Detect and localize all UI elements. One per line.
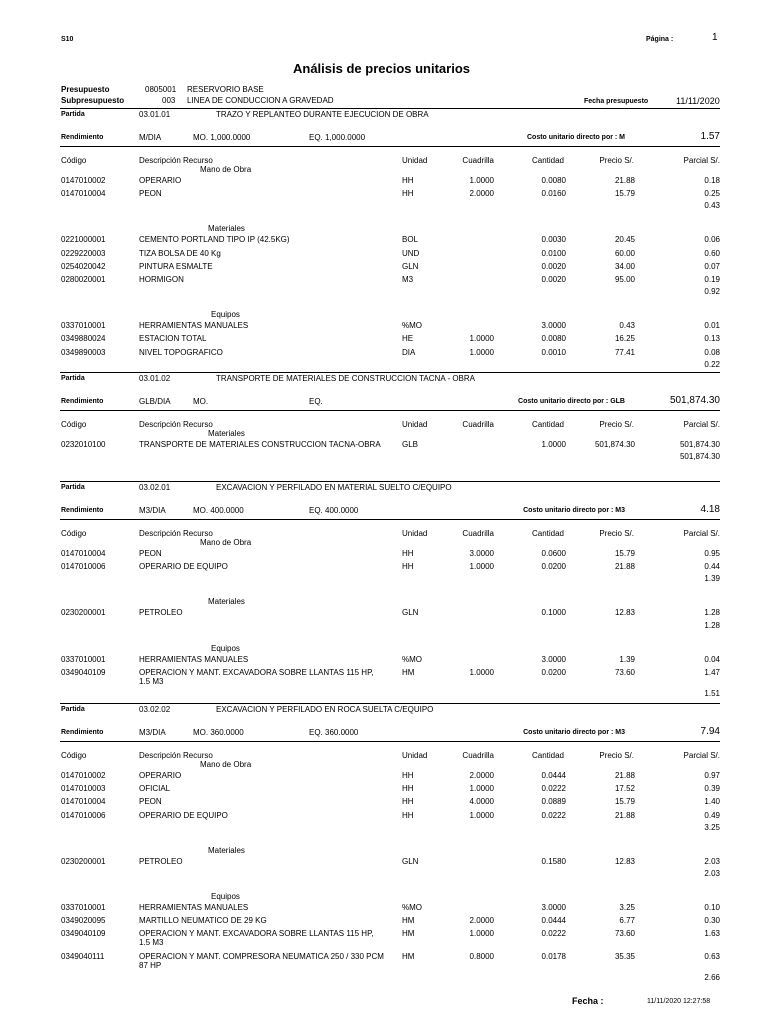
col-header-precio: Precio S/. bbox=[599, 529, 634, 538]
resource-cantidad: 0.0030 bbox=[541, 235, 566, 245]
col-header-descripcion: Descripción Recurso bbox=[139, 751, 213, 760]
resource-unit: M3 bbox=[402, 275, 414, 284]
resource-description-cont: 1.5 M3 bbox=[139, 676, 164, 686]
section-divider bbox=[60, 108, 720, 109]
resource-cantidad: 0.0100 bbox=[541, 248, 566, 258]
resource-cantidad: 0.0020 bbox=[541, 275, 566, 284]
resource-precio: 15.79 bbox=[614, 189, 635, 199]
col-header-cantidad: Cantidad bbox=[531, 529, 564, 538]
resource-description: PEON bbox=[139, 549, 162, 558]
resource-code: 0147010002 bbox=[61, 176, 106, 185]
col-header-parcial: Parcial S/. bbox=[683, 156, 720, 165]
resource-cuadrilla: 3.0000 bbox=[469, 549, 494, 558]
section-divider bbox=[60, 372, 720, 373]
resource-cantidad: 3.0000 bbox=[541, 903, 566, 912]
group-subtotal: 501,874.30 bbox=[679, 452, 720, 462]
resource-precio: 95.00 bbox=[614, 275, 635, 284]
section-divider bbox=[60, 481, 720, 482]
resource-parcial: 0.60 bbox=[704, 248, 720, 258]
group-subtotal: 1.39 bbox=[704, 574, 720, 584]
resource-parcial: 0.08 bbox=[704, 347, 720, 357]
resource-unit: HH bbox=[402, 549, 414, 558]
group-subtotal: 1.51 bbox=[704, 689, 720, 698]
resource-cuadrilla: 2.0000 bbox=[469, 189, 494, 199]
resource-cantidad: 1.0000 bbox=[541, 440, 566, 449]
resource-parcial: 0.04 bbox=[704, 654, 720, 664]
col-header-parcial: Parcial S/. bbox=[683, 529, 720, 538]
rendimiento-mo: MO. 360.0000 bbox=[193, 728, 244, 737]
rendimiento-label: Rendimiento bbox=[61, 507, 104, 514]
resource-unit: HH bbox=[402, 771, 414, 780]
resource-description-cont: 1.5 M3 bbox=[139, 938, 164, 948]
col-header-codigo: Código bbox=[61, 420, 87, 429]
resource-description: OPERACION Y MANT. EXCAVADORA SOBRE LLANTAS 115 HP, bbox=[139, 929, 374, 939]
rendimiento-divider bbox=[60, 146, 720, 147]
col-header-codigo: Código bbox=[61, 751, 87, 760]
resource-description: OFICIAL bbox=[139, 784, 171, 794]
col-header-unidad: Unidad bbox=[402, 420, 428, 429]
resource-precio: 12.83 bbox=[614, 608, 635, 618]
resource-code: 0230200001 bbox=[61, 856, 106, 866]
resource-code: 0349040109 bbox=[61, 929, 106, 939]
resource-cantidad: 0.0600 bbox=[541, 549, 566, 558]
rendimiento-unit: M3/DIA bbox=[139, 728, 166, 737]
resource-description: OPERARIO bbox=[139, 771, 182, 780]
resource-cuadrilla: 1.0000 bbox=[469, 784, 494, 794]
resource-group-title: Equipos bbox=[211, 892, 240, 901]
resource-code: 0349880024 bbox=[61, 334, 106, 344]
resource-code: 0349890003 bbox=[61, 347, 106, 357]
resource-code: 0337010001 bbox=[61, 654, 106, 664]
col-header-parcial: Parcial S/. bbox=[683, 751, 720, 760]
resource-cuadrilla: 2.0000 bbox=[469, 771, 494, 780]
resource-group-title: Equipos bbox=[211, 643, 240, 653]
col-header-cuadrilla: Cuadrilla bbox=[462, 420, 494, 429]
subpresupuesto-code: 003 bbox=[162, 96, 176, 105]
resource-cantidad: 0.1000 bbox=[541, 608, 566, 618]
resource-group-title: Mano de Obra bbox=[200, 165, 252, 174]
resource-description: PEON bbox=[139, 797, 162, 807]
rendimiento-mo: MO. 400.0000 bbox=[193, 506, 244, 515]
resource-parcial: 1.28 bbox=[704, 608, 720, 618]
resource-precio: 3.25 bbox=[619, 903, 635, 912]
col-header-cantidad: Cantidad bbox=[531, 751, 564, 760]
resource-unit: GLN bbox=[402, 608, 419, 618]
resource-cuadrilla: 1.0000 bbox=[469, 347, 494, 357]
resource-code: 0337010001 bbox=[61, 321, 106, 331]
resource-description: OPERACION Y MANT. COMPRESORA NEUMATICA 250 / 330 PCM bbox=[139, 951, 384, 961]
resource-parcial: 0.63 bbox=[704, 951, 720, 961]
resource-description: OPERARIO bbox=[139, 176, 182, 185]
resource-unit: %MO bbox=[402, 903, 422, 912]
costo-unitario-label: Costo unitario directo por : M3 bbox=[523, 507, 625, 514]
resource-precio: 60.00 bbox=[614, 248, 635, 258]
resource-parcial: 0.30 bbox=[704, 916, 720, 926]
rendimiento-divider bbox=[60, 519, 720, 520]
resource-parcial: 0.25 bbox=[704, 189, 720, 199]
resource-cuadrilla: 1.0000 bbox=[469, 562, 494, 572]
resource-unit: HH bbox=[402, 562, 414, 572]
partida-label: Partida bbox=[61, 706, 85, 713]
resource-cantidad: 0.0010 bbox=[541, 347, 566, 357]
resource-cuadrilla: 4.0000 bbox=[469, 797, 494, 807]
partida-code: 03.02.02 bbox=[139, 705, 171, 714]
group-subtotal: 0.43 bbox=[704, 201, 720, 211]
resource-unit: GLN bbox=[402, 261, 419, 271]
costo-unitario-value: 501,874.30 bbox=[669, 395, 720, 406]
resource-cuadrilla: 2.0000 bbox=[469, 916, 494, 926]
resource-code: 0221000001 bbox=[61, 235, 106, 245]
resource-description: TIZA BOLSA DE 40 Kg bbox=[139, 248, 221, 258]
group-subtotal: 2.03 bbox=[704, 869, 720, 878]
resource-precio: 16.25 bbox=[614, 334, 635, 344]
resource-parcial: 0.13 bbox=[704, 334, 720, 344]
col-header-precio: Precio S/. bbox=[599, 156, 634, 165]
resource-cantidad: 3.0000 bbox=[541, 654, 566, 664]
resource-cuadrilla: 1.0000 bbox=[469, 176, 494, 185]
resource-code: 0147010002 bbox=[61, 771, 106, 780]
col-header-cantidad: Cantidad bbox=[531, 156, 564, 165]
rendimiento-label: Rendimiento bbox=[61, 134, 104, 141]
resource-description: MARTILLO NEUMATICO DE 29 KG bbox=[139, 916, 267, 926]
presupuesto-code: 0805001 bbox=[145, 85, 177, 94]
col-header-unidad: Unidad bbox=[402, 751, 428, 760]
section-divider bbox=[60, 703, 720, 704]
partida-code: 03.01.01 bbox=[139, 110, 171, 119]
partida-label: Partida bbox=[61, 484, 85, 491]
rendimiento-eq: EQ. 360.0000 bbox=[309, 728, 359, 737]
resource-description: CEMENTO PORTLAND TIPO IP (42.5KG) bbox=[139, 235, 290, 245]
partida-name: TRAZO Y REPLANTEO DURANTE EJECUCION DE OBRA bbox=[216, 110, 429, 119]
costo-unitario-label: Costo unitario directo por : M3 bbox=[523, 729, 625, 736]
resource-parcial: 1.47 bbox=[704, 667, 720, 677]
fecha-presupuesto: 11/11/2020 bbox=[676, 96, 720, 106]
resource-unit: HH bbox=[402, 784, 414, 794]
resource-description: PINTURA ESMALTE bbox=[139, 261, 213, 271]
resource-parcial: 0.18 bbox=[704, 176, 720, 185]
resource-unit: HM bbox=[402, 667, 415, 677]
resource-precio: 21.88 bbox=[614, 176, 635, 185]
resource-group-title: Mano de Obra bbox=[200, 760, 252, 769]
resource-group-title: Materiales bbox=[208, 845, 245, 855]
resource-precio: 15.79 bbox=[614, 549, 635, 558]
col-header-unidad: Unidad bbox=[402, 529, 428, 538]
resource-unit: GLN bbox=[402, 856, 419, 866]
resource-cantidad: 0.0080 bbox=[541, 176, 566, 185]
resource-group-title: Materiales bbox=[208, 597, 245, 607]
partida-label: Partida bbox=[61, 111, 85, 118]
group-subtotal: 2.66 bbox=[704, 972, 720, 982]
resource-precio: 73.60 bbox=[614, 929, 635, 939]
resource-cantidad: 0.0444 bbox=[541, 916, 566, 926]
resource-cantidad: 0.0020 bbox=[541, 261, 566, 271]
costo-unitario-value: 4.18 bbox=[700, 504, 720, 515]
resource-code: 0349040111 bbox=[61, 951, 105, 961]
resource-group-title: Materiales bbox=[208, 224, 245, 234]
resource-parcial: 0.44 bbox=[704, 562, 720, 572]
resource-description: HERRAMIENTAS MANUALES bbox=[139, 654, 249, 664]
resource-code: 0349020095 bbox=[61, 916, 106, 926]
resource-description-cont: 87 HP bbox=[139, 960, 162, 970]
resource-description: HORMIGON bbox=[139, 275, 184, 284]
resource-parcial: 1.63 bbox=[704, 929, 720, 939]
resource-precio: 17.52 bbox=[614, 784, 635, 794]
partida-code: 03.01.02 bbox=[139, 374, 171, 383]
resource-precio: 6.77 bbox=[619, 916, 635, 926]
resource-cuadrilla: 0.8000 bbox=[469, 951, 494, 961]
costo-unitario-label: Costo unitario directo por : M bbox=[527, 134, 625, 141]
col-header-cuadrilla: Cuadrilla bbox=[462, 156, 494, 165]
resource-unit: DIA bbox=[402, 347, 416, 357]
resource-code: 0147010004 bbox=[61, 797, 106, 807]
page-label: Página : bbox=[646, 36, 674, 43]
col-header-cuadrilla: Cuadrilla bbox=[462, 529, 494, 538]
resource-parcial: 0.01 bbox=[704, 321, 720, 331]
resource-precio: 1.39 bbox=[619, 654, 635, 664]
resource-cantidad: 0.1580 bbox=[541, 856, 566, 866]
col-header-cantidad: Cantidad bbox=[531, 420, 564, 429]
partida-name: EXCAVACION Y PERFILADO EN MATERIAL SUELTO C/EQUIPO bbox=[216, 483, 452, 492]
rendimiento-unit: M3/DIA bbox=[139, 506, 166, 515]
resource-description: HERRAMIENTAS MANUALES bbox=[139, 321, 249, 331]
costo-unitario-value: 7.94 bbox=[700, 726, 720, 737]
resource-precio: 35.35 bbox=[614, 951, 635, 961]
partida-label: Partida bbox=[61, 375, 85, 382]
rendimiento-eq: EQ. 1,000.0000 bbox=[309, 133, 366, 142]
resource-cantidad: 0.0222 bbox=[541, 810, 566, 820]
page-title: Análisis de precios unitarios bbox=[293, 61, 470, 76]
resource-code: 0147010004 bbox=[61, 189, 106, 199]
resource-code: 0254020042 bbox=[61, 261, 106, 271]
resource-description: OPERARIO DE EQUIPO bbox=[139, 810, 228, 820]
resource-unit: %MO bbox=[402, 321, 422, 331]
footer-fecha: 11/11/2020 12:27:58 bbox=[647, 998, 711, 1005]
resource-parcial: 0.19 bbox=[704, 275, 720, 284]
resource-unit: %MO bbox=[402, 654, 422, 664]
resource-unit: HM bbox=[402, 951, 415, 961]
resource-unit: HH bbox=[402, 797, 414, 807]
resource-parcial: 0.06 bbox=[704, 235, 720, 245]
resource-code: 0337010001 bbox=[61, 903, 106, 912]
resource-unit: HH bbox=[402, 810, 414, 820]
rendimiento-unit: M/DIA bbox=[139, 133, 162, 142]
resource-unit: UND bbox=[402, 248, 420, 258]
resource-group-title: Equipos bbox=[211, 310, 240, 320]
rendimiento-divider bbox=[60, 741, 720, 742]
group-subtotal: 0.92 bbox=[704, 287, 720, 297]
resource-cuadrilla: 1.0000 bbox=[469, 810, 494, 820]
resource-parcial: 2.03 bbox=[704, 856, 720, 866]
rendimiento-label: Rendimiento bbox=[61, 729, 104, 736]
resource-unit: BOL bbox=[402, 235, 419, 245]
resource-cuadrilla: 1.0000 bbox=[469, 929, 494, 939]
resource-unit: HE bbox=[402, 334, 414, 344]
subpresupuesto-label: Subpresupuesto bbox=[61, 96, 125, 105]
col-header-descripcion: Descripción Recurso bbox=[139, 529, 213, 538]
resource-description: PEON bbox=[139, 189, 162, 199]
group-subtotal: 3.25 bbox=[704, 822, 720, 832]
resource-parcial: 0.95 bbox=[704, 549, 720, 558]
resource-description: HERRAMIENTAS MANUALES bbox=[139, 903, 249, 912]
resource-code: 0230200001 bbox=[61, 608, 106, 618]
fecha-presupuesto-label: Fecha presupuesto bbox=[584, 98, 649, 105]
resource-code: 0232010100 bbox=[61, 440, 106, 449]
resource-description: PETROLEO bbox=[139, 608, 183, 618]
resource-cantidad: 0.0200 bbox=[541, 667, 566, 677]
resource-description: ESTACION TOTAL bbox=[139, 334, 207, 344]
resource-unit: HH bbox=[402, 176, 414, 185]
resource-code: 0147010006 bbox=[61, 562, 106, 572]
resource-cantidad: 0.0178 bbox=[541, 951, 566, 961]
resource-parcial: 0.39 bbox=[704, 784, 720, 794]
group-subtotal: 1.28 bbox=[704, 620, 720, 630]
col-header-cuadrilla: Cuadrilla bbox=[462, 751, 494, 760]
resource-precio: 34.00 bbox=[614, 261, 635, 271]
page-number: 1 bbox=[712, 32, 718, 43]
resource-code: 0349040109 bbox=[61, 667, 106, 677]
resource-cantidad: 0.0889 bbox=[541, 797, 566, 807]
resource-code: 0147010003 bbox=[61, 784, 106, 794]
resource-description: TRANSPORTE DE MATERIALES CONSTRUCCION TACNA-OBRA bbox=[139, 440, 381, 449]
resource-unit: HM bbox=[402, 929, 415, 939]
resource-precio: 21.88 bbox=[614, 810, 635, 820]
footer-fecha-label: Fecha : bbox=[572, 996, 604, 1006]
resource-group-title: Mano de Obra bbox=[200, 538, 252, 547]
resource-cuadrilla: 1.0000 bbox=[469, 334, 494, 344]
col-header-precio: Precio S/. bbox=[599, 420, 634, 429]
costo-unitario-label: Costo unitario directo por : GLB bbox=[518, 398, 625, 405]
resource-parcial: 0.97 bbox=[704, 771, 720, 780]
resource-code: 0147010006 bbox=[61, 810, 106, 820]
rendimiento-eq: EQ. 400.0000 bbox=[309, 506, 359, 515]
system-code: S10 bbox=[61, 36, 74, 43]
rendimiento-eq: EQ. bbox=[309, 397, 323, 406]
presupuesto-label: Presupuesto bbox=[61, 85, 110, 94]
resource-description: OPERACION Y MANT. EXCAVADORA SOBRE LLANTAS 115 HP, bbox=[139, 667, 374, 677]
col-header-unidad: Unidad bbox=[402, 156, 428, 165]
resource-cantidad: 0.0222 bbox=[541, 929, 566, 939]
rendimiento-mo: MO. bbox=[193, 397, 209, 406]
partida-name: TRANSPORTE DE MATERIALES DE CONSTRUCCION TACNA - OBRA bbox=[216, 374, 475, 383]
resource-unit: HM bbox=[402, 916, 415, 926]
resource-cantidad: 0.0222 bbox=[541, 784, 566, 794]
rendimiento-unit: GLB/DIA bbox=[139, 397, 171, 406]
col-header-descripcion: Descripción Recurso bbox=[139, 156, 213, 165]
resource-precio: 73.60 bbox=[614, 667, 635, 677]
resource-description: OPERARIO DE EQUIPO bbox=[139, 562, 228, 572]
resource-code: 0280020001 bbox=[61, 275, 106, 284]
resource-group-title: Materiales bbox=[208, 429, 245, 438]
resource-parcial: 0.07 bbox=[704, 261, 720, 271]
resource-precio: 501,874.30 bbox=[594, 440, 635, 449]
col-header-codigo: Código bbox=[61, 529, 87, 538]
resource-precio: 12.83 bbox=[614, 856, 635, 866]
resource-parcial: 1.40 bbox=[704, 797, 720, 807]
costo-unitario-value: 1.57 bbox=[700, 131, 720, 142]
col-header-descripcion: Descripción Recurso bbox=[139, 420, 213, 429]
partida-code: 03.02.01 bbox=[139, 483, 171, 492]
rendimiento-mo: MO. 1,000.0000 bbox=[193, 133, 251, 142]
partida-name: EXCAVACION Y PERFILADO EN ROCA SUELTA C/EQUIPO bbox=[216, 705, 434, 714]
group-subtotal: 0.22 bbox=[704, 359, 720, 369]
resource-cuadrilla: 1.0000 bbox=[469, 667, 494, 677]
resource-code: 0147010004 bbox=[61, 549, 106, 558]
resource-precio: 15.79 bbox=[614, 797, 635, 807]
subpresupuesto-name: LINEA DE CONDUCCION A GRAVEDAD bbox=[187, 96, 334, 105]
resource-parcial: 0.49 bbox=[704, 810, 720, 820]
resource-precio: 21.88 bbox=[614, 562, 635, 572]
resource-precio: 20.45 bbox=[614, 235, 635, 245]
resource-precio: 0.43 bbox=[619, 321, 635, 331]
resource-precio: 21.88 bbox=[614, 771, 635, 780]
resource-description: PETROLEO bbox=[139, 856, 183, 866]
resource-code: 0229220003 bbox=[61, 248, 106, 258]
presupuesto-name: RESERVORIO BASE bbox=[187, 85, 264, 94]
col-header-precio: Precio S/. bbox=[599, 751, 634, 760]
resource-description: NIVEL TOPOGRAFICO bbox=[139, 347, 223, 357]
resource-parcial: 0.10 bbox=[704, 903, 720, 912]
col-header-codigo: Código bbox=[61, 156, 87, 165]
rendimiento-divider bbox=[60, 410, 720, 411]
resource-cantidad: 0.0160 bbox=[541, 189, 566, 199]
col-header-parcial: Parcial S/. bbox=[683, 420, 720, 429]
resource-cantidad: 0.0200 bbox=[541, 562, 566, 572]
resource-unit: HH bbox=[402, 189, 414, 199]
resource-cantidad: 3.0000 bbox=[541, 321, 566, 331]
resource-precio: 77.41 bbox=[614, 347, 635, 357]
rendimiento-label: Rendimiento bbox=[61, 398, 104, 405]
resource-parcial: 501,874.30 bbox=[679, 440, 720, 449]
resource-cantidad: 0.0080 bbox=[541, 334, 566, 344]
resource-cantidad: 0.0444 bbox=[541, 771, 566, 780]
resource-unit: GLB bbox=[402, 440, 419, 449]
